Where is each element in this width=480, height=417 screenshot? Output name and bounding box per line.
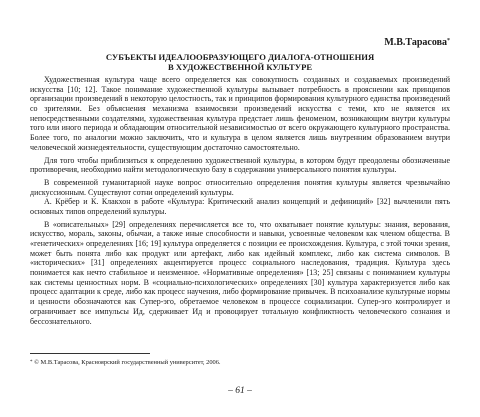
author-name-text: М.В.Тарасова bbox=[384, 37, 447, 48]
article-body bbox=[30, 75, 450, 326]
footnote bbox=[30, 359, 450, 367]
author-footnote-mark: * bbox=[447, 38, 450, 44]
article-title bbox=[30, 52, 450, 72]
footnote-text: © М.В.Тарасова, Красноярский государственный университет, 2006. bbox=[34, 359, 221, 366]
author-name bbox=[384, 37, 450, 49]
body-paragraph: Художественная культура чаще всего определяется как совокупность созданных и создаваемых произведений искусства [10; 12]. Такое понимание художественной культуры вызывает потребность в прояснении как принципов организации произведений в некоторую целостность, так и принципов формирования культурного единства произведений со зрителями. Без объяснения механизма взаимосвязи произведений искусства с теми, кто не является их непосредственными создателями, художественная культура предстает лишь феноменом, возникающим внутри культуры того или иного периода и обладающим относительной независимостью от всего окружающего культурного пространства. Более того, по аналогии можно заключить, что и культура в целом является лишь внутренним образованием внутри человеческой жизнедеятельности, существующим достаточно самостоятельно. bbox=[30, 75, 450, 152]
footnote-mark: * bbox=[30, 360, 33, 365]
body-paragraph: В «описательных» [29] определениях перечисляется все то, что охватывает понятие культуры: знания, верования, искусство, мораль, законы, обычаи, а также иные способности и навыки, усвоенные человеком как членом общества. В «генетических» определениях [16; 19] культура определяется с позиции ее происхождения. Культура, с этой точки зрения, может быть понята либо как продукт или артефакт, либо как идейный комплекс, либо как система символов. В «исторических» [31] определениях акцентируется процесс социального наследования, традиция. Культура здесь понимается как нечто стабильное и неизменное. «Нормативные определения» [13; 25] связаны с пониманием культуры как системы ценностных норм. В «социально-психологических» определениях [30] культура характеризуется либо как процесс адаптации к среде, либо как процесс научения, либо формирование привычек. В психоанализе культурные нормы и ценности обозначаются как Супер-эго, обретаемое человеком в процессе социализации. Супер-эго контролирует и ограничивает все импульсы Ид, сдерживает Ид и провоцирует тотальную конфликтность человеческого сознания и бессознательного. bbox=[30, 219, 450, 326]
title-line: СУБЪЕКТЫ ИДЕАЛООБРАЗУЮЩЕГО ДИАЛОГА-ОТНОШЕНИЯ bbox=[105, 52, 375, 62]
body-paragraph: В современной гуманитарной науке вопрос относительно определения понятия культуры является чрезвычайно дискуссионным. Существуют сотни определений культуры. bbox=[30, 177, 450, 197]
page-number: – 61 – bbox=[228, 386, 252, 396]
body-paragraph: А. Крёбер и К. Клакхон в работе «Культура: Критический анализ концепций и дефиниций» [32] вычленили пять основных типов определений культуры. bbox=[30, 197, 450, 216]
body-paragraph: Для того чтобы приблизиться к определению художественной культуры, в котором будут преодолены обозначенные противоречия, необходимо найти методологическую базу в содержании универсального понятия культуры. bbox=[30, 155, 450, 175]
footnote-divider bbox=[30, 353, 150, 354]
title-line: В ХУДОЖЕСТВЕННОЙ КУЛЬТУРЕ bbox=[167, 62, 313, 72]
